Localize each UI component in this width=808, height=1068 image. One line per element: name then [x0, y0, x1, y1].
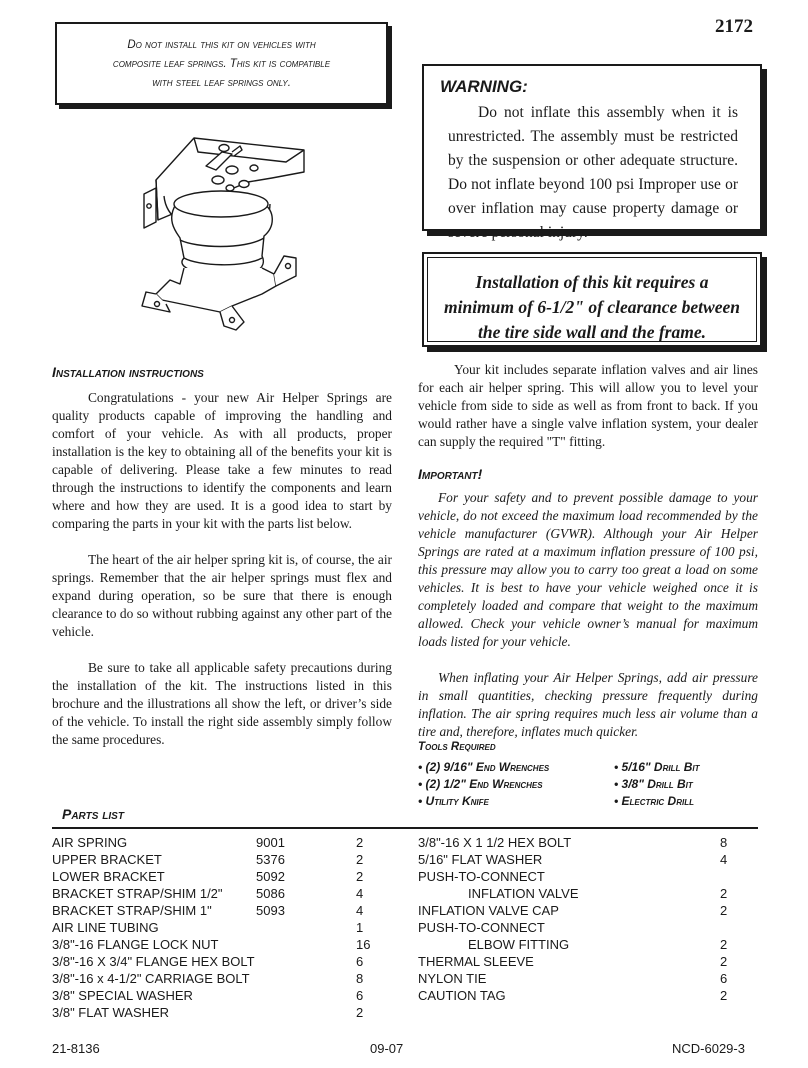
parts-list-divider — [52, 827, 758, 829]
installation-instructions-heading: Installation instructions — [52, 364, 204, 380]
part-number: 5376 — [256, 852, 285, 867]
warning-body: Do not inflate this assembly when it is unrestricted. The assembly must be restricted by the suspension or other adequate structure. Do not inflate beyond 100 psi Improper use or over inflation may cause property damage or severe personal injury. — [448, 104, 738, 241]
part-qty: 2 — [356, 835, 364, 850]
table-row — [52, 1004, 372, 1021]
parts-list-heading: Parts list — [62, 806, 124, 822]
part-name: NYLON TIE — [418, 971, 487, 986]
table-row — [418, 987, 738, 1004]
part-qty: 2 — [720, 954, 728, 969]
part-name: 3/8" FLAT WASHER — [52, 1005, 170, 1020]
clearance-line-3: the tire side wall and the frame. — [478, 322, 706, 342]
page-number: 2172 — [715, 16, 753, 37]
part-name: 3/8"-16 X 3/4" FLANGE HEX BOLT — [52, 954, 255, 969]
important-load-paragraph: For your safety and to prevent possible damage to your vehicle, do not exceed the maximum load recommended by the vehicle manufacturer (GVWR). Although your Air Helper Springs are rated at a maximum inflation pressure of 100 psi, this pressure may allow you to carry too great a load on some vehicles. It is best to have your vehicle weighed once it is completely loaded and compare that weight to the maximum allowed. Check your vehicle owner’s manual for maximum loads listed for your vehicle. — [418, 490, 758, 649]
table-row — [418, 936, 738, 953]
part-number: 9001 — [256, 835, 285, 850]
caution-line-1: Do not install this kit on vehicles with — [127, 39, 316, 51]
table-row — [418, 970, 738, 987]
warning-box — [422, 64, 762, 241]
composite-spring-caution-box — [55, 22, 388, 105]
tool-item: • (2) 9/16" End Wrenches — [418, 760, 550, 774]
part-qty: 2 — [720, 903, 728, 918]
part-name: LOWER BRACKET — [52, 869, 165, 884]
part-number: 5086 — [256, 886, 285, 901]
footer-date-code: 09-07 — [370, 1041, 404, 1056]
part-name: THERMAL SLEEVE — [418, 954, 534, 969]
table-row — [52, 953, 372, 970]
part-qty: 8 — [356, 971, 364, 986]
important-inflation-paragraph: When inflating your Air Helper Springs, add air pressure in small quantities, checking pressure frequently during inflation. The air spring requires much less air volume than a tire and, therefore, inflates much quicker. — [418, 670, 758, 739]
safety-paragraph: Be sure to take all applicable safety precautions during the installation of the kit. The instructions listed in this brochure and the illustrations all show the left, or driver’s side of the vehicle. To install the right side assembly simply follow the same procedures. — [52, 660, 392, 747]
part-number: 5093 — [256, 903, 285, 918]
part-name: AIR SPRING — [52, 835, 128, 850]
footer-document-number: 21-8136 — [52, 1041, 100, 1056]
table-row — [52, 851, 372, 868]
tools-required-heading: Tools Required — [418, 741, 496, 753]
tool-item: • 3/8" Drill Bit — [614, 777, 693, 791]
part-name: 3/8"-16 X 1 1/2 HEX BOLT — [418, 835, 572, 850]
air-spring-paragraph: The heart of the air helper spring kit is, of course, the air springs. Remember that the air helper springs must flex and expand during operation, so be sure that there is enough clearance to do so without rubbing against any other part of the vehicle. — [52, 552, 392, 639]
table-row — [52, 834, 372, 851]
clearance-line-2: minimum of 6-1/2" of clearance between — [443, 297, 740, 317]
table-row — [52, 919, 372, 936]
part-qty: 1 — [356, 920, 364, 935]
table-row — [418, 885, 738, 902]
table-row — [418, 851, 738, 868]
part-qty: 2 — [356, 869, 364, 884]
table-row — [418, 953, 738, 970]
table-row — [52, 902, 372, 919]
part-qty: 6 — [356, 988, 364, 1003]
warning-title: WARNING: — [440, 77, 528, 96]
part-name: 3/8" SPECIAL WASHER — [52, 988, 193, 1003]
table-row — [52, 987, 372, 1004]
caution-line-3: with steel leaf springs only. — [152, 77, 291, 89]
part-qty: 4 — [720, 852, 728, 867]
part-name: INFLATION VALVE — [468, 886, 579, 901]
part-qty: 6 — [720, 971, 728, 986]
part-name: PUSH-TO-CONNECT — [418, 869, 545, 884]
part-name: 3/8"-16 FLANGE LOCK NUT — [52, 937, 219, 952]
part-name: 3/8"-16 x 4-1/2" CARRIAGE BOLT — [52, 971, 250, 986]
table-row — [418, 902, 738, 919]
intro-paragraph: Congratulations - your new Air Helper Springs are quality products capable of improving the handling and comfort of your vehicle. As with all products, proper installation is the key to obtaining all of the benefits your kit is capable of delivering. Please take a few minutes to read through the instructions to identify the components and learn where and how they are used. It is a good idea to start by comparing the parts in your kit with the parts list below. — [52, 390, 392, 531]
table-row — [52, 970, 372, 987]
part-name: AIR LINE TUBING — [52, 920, 159, 935]
tool-item: • 5/16" Drill Bit — [614, 760, 700, 774]
part-name: 5/16" FLAT WASHER — [418, 852, 543, 867]
part-name: BRACKET STRAP/SHIM 1/2" — [52, 886, 223, 901]
installation-text-left-column — [52, 389, 392, 767]
part-name: UPPER BRACKET — [52, 852, 162, 867]
important-heading: Important! — [418, 466, 483, 482]
table-row — [418, 868, 738, 885]
table-row — [52, 868, 372, 885]
part-qty: 2 — [356, 852, 364, 867]
clearance-line-1: Installation of this kit requires a — [475, 272, 709, 292]
tool-item: • Electric Drill — [614, 794, 694, 808]
part-name: ELBOW FITTING — [468, 937, 570, 952]
inflation-valves-paragraph: Your kit includes separate inflation valves and air lines for each air helper spring. This will allow you to level your vehicle from side to side as well as from front to back. If you would rather have a single valve inflation system, your dealer can supply the required "T" fitting. — [418, 362, 758, 449]
caution-line-2: composite leaf springs. This kit is compatible — [112, 58, 331, 70]
part-qty: 4 — [356, 903, 364, 918]
part-name: PUSH-TO-CONNECT — [418, 920, 545, 935]
part-qty: 2 — [720, 988, 728, 1003]
part-qty: 2 — [720, 937, 728, 952]
part-number: 5092 — [256, 869, 285, 884]
part-name: BRACKET STRAP/SHIM 1" — [52, 903, 212, 918]
footer-form-number: NCD-6029-3 — [672, 1041, 745, 1056]
table-row — [418, 919, 738, 936]
part-qty: 2 — [720, 886, 728, 901]
table-row — [52, 936, 372, 953]
part-name: CAUTION TAG — [418, 988, 506, 1003]
part-qty: 16 — [356, 937, 371, 952]
part-qty: 2 — [356, 1005, 364, 1020]
part-name: INFLATION VALVE CAP — [418, 903, 559, 918]
part-qty: 8 — [720, 835, 728, 850]
part-qty: 6 — [356, 954, 364, 969]
clearance-notice-box — [422, 252, 762, 347]
table-row — [418, 834, 738, 851]
tool-item: • Utility Knife — [418, 794, 489, 808]
part-qty: 4 — [356, 886, 364, 901]
table-row — [52, 885, 372, 902]
installation-text-right-column — [418, 361, 758, 759]
tool-item: • (2) 1/2" End Wrenches — [418, 777, 543, 791]
air-spring-assembly-illustration — [136, 108, 314, 336]
